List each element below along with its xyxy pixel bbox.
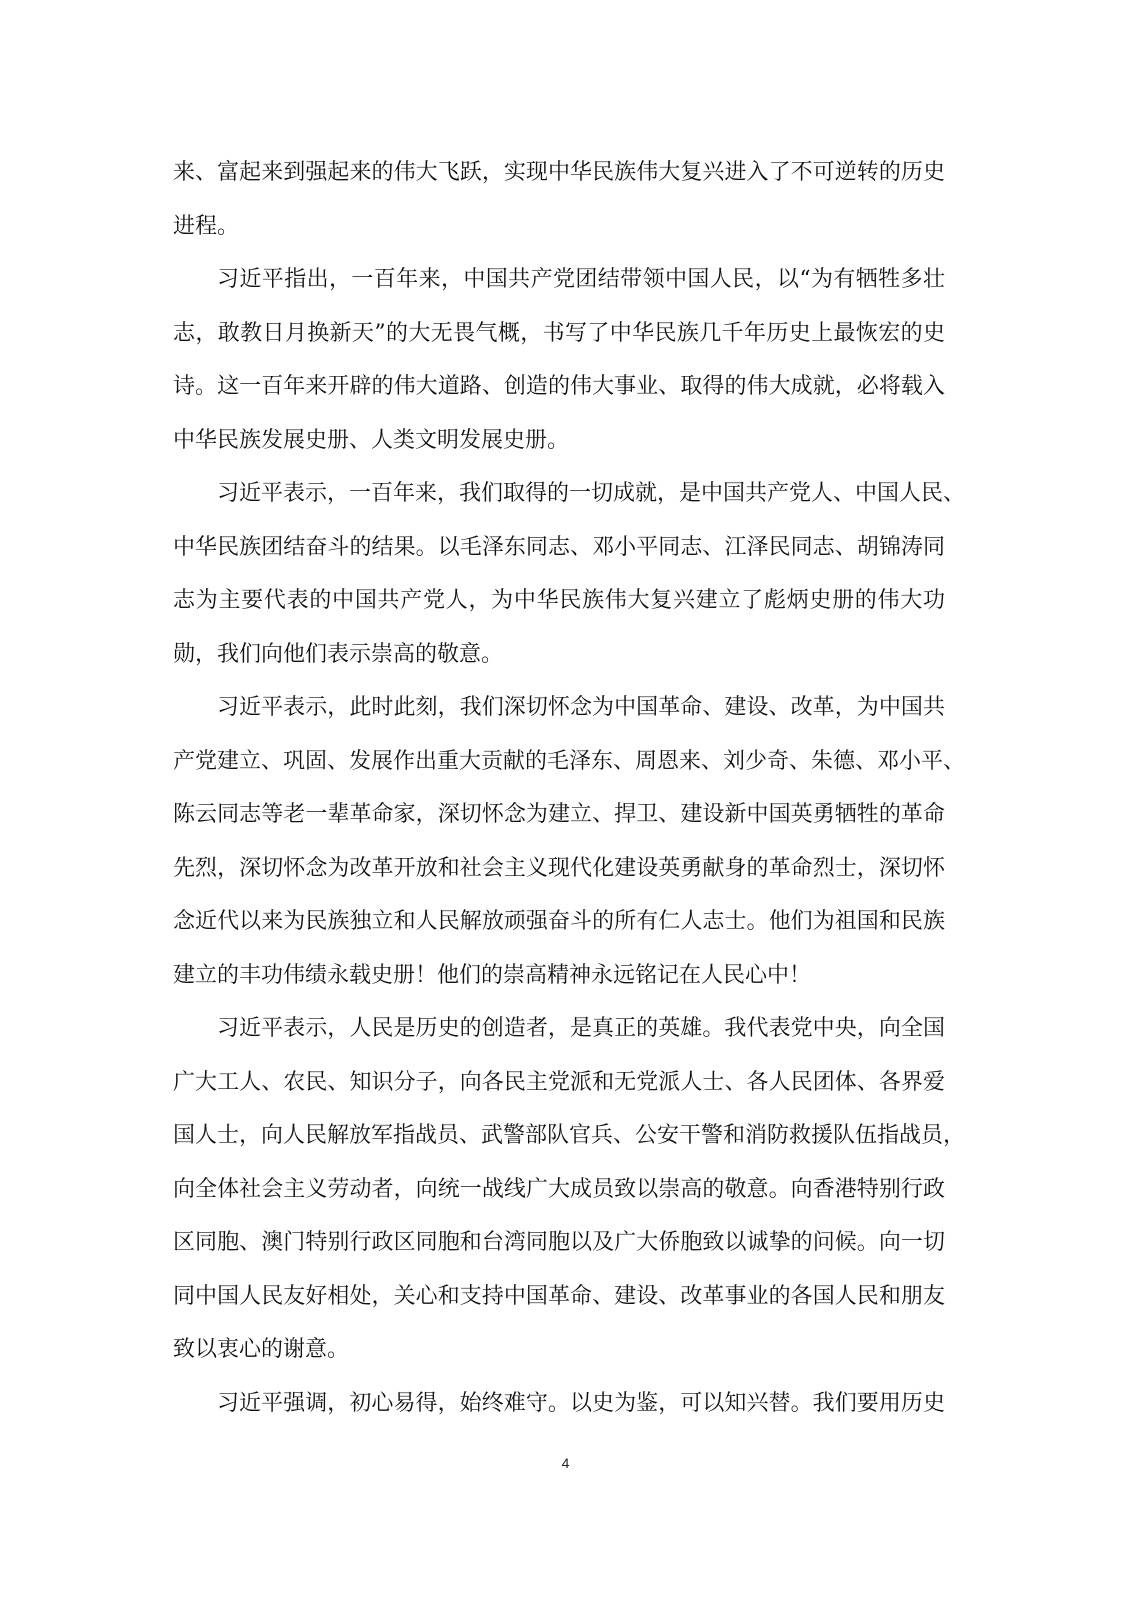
- text-line: 区同胞、澳门特别行政区同胞和台湾同胞以及广大侨胞致以诚挚的问候。向一切: [173, 1230, 945, 1255]
- text-line: 建立的丰功伟绩永载史册！他们的崇高精神永远铭记在人民心中！: [173, 962, 812, 988]
- text-line: 陈云同志等老一辈革命家，深切怀念为建立、捍卫、建设新中国英勇牺牲的革命: [173, 802, 945, 827]
- text-line: 致以衷心的谢意。: [173, 1337, 350, 1362]
- text-line: 先烈，深切怀念为改革开放和社会主义现代化建设英勇献身的革命烈士，深切怀: [173, 855, 945, 881]
- paragraph: [173, 1002, 966, 1377]
- paragraph: [173, 253, 945, 467]
- paragraph: [173, 467, 966, 681]
- text-line: 同中国人民友好相处，关心和支持中国革命、建设、改革事业的各国人民和朋友: [173, 1283, 945, 1309]
- text-line: 习近平表示，人民是历史的创造者，是真正的英雄。我代表党中央，向全国: [217, 1016, 945, 1041]
- text-line: 志，敢教日月换新天”的大无畏气概，书写了中华民族几千年历史上最恢宏的史: [173, 320, 945, 346]
- text-line: 中华民族发展史册、人类文明发展史册。: [173, 427, 570, 453]
- document-body: [173, 146, 966, 1430]
- page-number: 4: [561, 1455, 570, 1471]
- text-line: 习近平指出，一百年来，中国共产党团结带领中国人民，以“为有牺牲多壮: [217, 267, 945, 292]
- text-line: 进程。: [173, 213, 240, 239]
- paragraph: [173, 1377, 945, 1431]
- text-line: 习近平表示，此时此刻，我们深切怀念为中国革命、建设、改革，为中国共: [217, 695, 945, 720]
- text-line: 诗。这一百年来开辟的伟大道路、创造的伟大事业、取得的伟大成就，必将载入: [173, 374, 945, 399]
- text-line: 国人士，向人民解放军指战员、武警部队官兵、公安干警和消防救援队伍指战员，: [173, 1123, 966, 1148]
- text-line: 广大工人、农民、知识分子，向各民主党派和无党派人士、各人民团体、各界爱: [173, 1069, 945, 1095]
- text-line: 习近平强调，初心易得，始终难守。以史为鉴，可以知兴替。我们要用历史: [217, 1390, 945, 1416]
- text-line: 产党建立、巩固、发展作出重大贡献的毛泽东、周恩来、刘少奇、朱德、邓小平、: [173, 748, 966, 774]
- text-line: 勋，我们向他们表示崇高的敬意。: [173, 641, 504, 667]
- text-line: 念近代以来为民族独立和人民解放顽强奋斗的所有仁人志士。他们为祖国和民族: [173, 909, 945, 934]
- text-line: 向全体社会主义劳动者，向统一战线广大成员致以崇高的敬意。向香港特别行政: [173, 1176, 945, 1202]
- text-line: 来、富起来到强起来的伟大飞跃，实现中华民族伟大复兴进入了不可逆转的历史: [173, 160, 945, 185]
- text-line: 中华民族团结奋斗的结果。以毛泽东同志、邓小平同志、江泽民同志、胡锦涛同: [173, 534, 945, 560]
- text-line: 志为主要代表的中国共产党人，为中华民族伟大复兴建立了彪炳史册的伟大功: [173, 588, 945, 613]
- paragraph: [173, 146, 945, 253]
- paragraph: [173, 681, 966, 1002]
- text-line: 习近平表示，一百年来，我们取得的一切成就，是中国共产党人、中国人民、: [217, 481, 966, 506]
